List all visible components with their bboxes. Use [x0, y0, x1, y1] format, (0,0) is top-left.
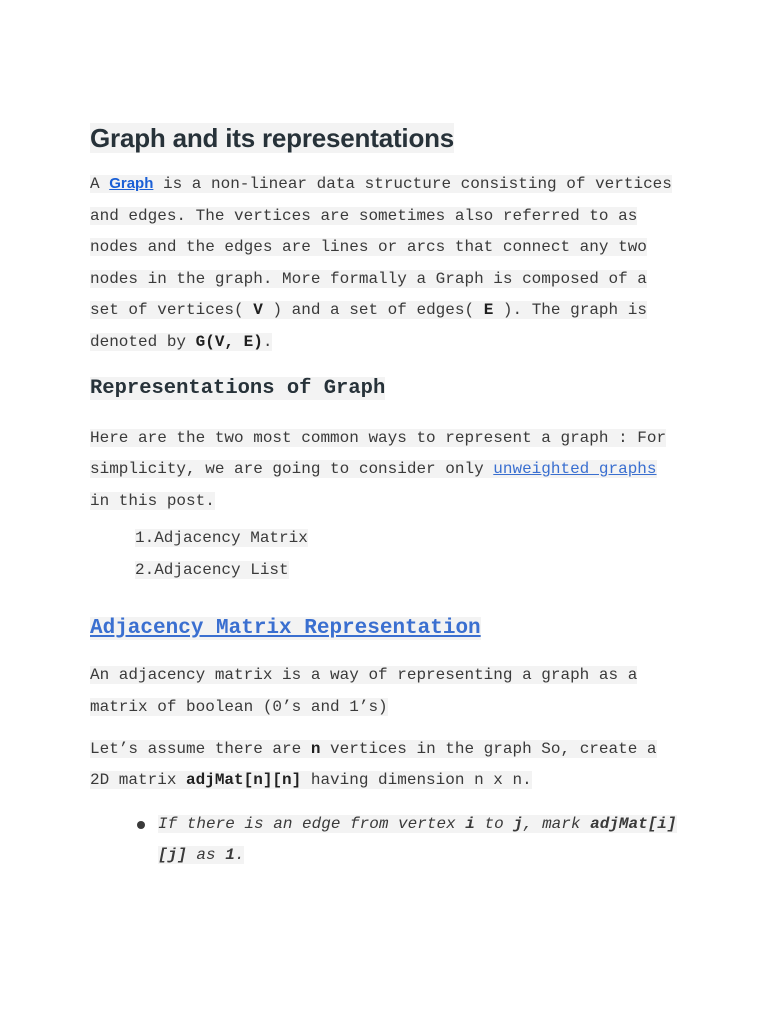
- graph-link[interactable]: Graph: [109, 175, 154, 192]
- reps-text-1: Here are the two most common ways to represent a graph : For simplicity, we are going to consider only: [90, 428, 667, 479]
- adjmat-cell: adjMat[i][j]: [158, 814, 677, 865]
- matrix-paragraph-1-text: An adjacency matrix is a way of representing a graph as a matrix of boolean (0’s and 1’s): [90, 666, 638, 716]
- n-symbol: n: [310, 739, 321, 758]
- intro-text-1: A: [90, 175, 110, 193]
- list-item-label: Adjacency List: [154, 560, 289, 579]
- representations-heading-text: Representations of Graph: [90, 376, 386, 400]
- list-item: [135, 555, 680, 587]
- intro-text-end: .: [262, 332, 273, 351]
- unweighted-graphs-link[interactable]: unweighted graphs: [493, 460, 657, 479]
- rule-text-end: .: [234, 846, 245, 865]
- vertices-symbol: V: [253, 301, 263, 320]
- reps-text-2: in this post.: [90, 491, 215, 510]
- intro-text-4: ). The graph is denoted by: [90, 301, 647, 351]
- intro-text-2: is a non-linear data structure consisting of vertices and edges. The vertices are sometimes also referred to as nodes and the edges are lines or arcs that connect any two nodes in the graph. More formally a Graph is composed of a set of vertices(: [90, 175, 672, 320]
- matrix-paragraph-2: [90, 734, 680, 797]
- j-symbol: j: [513, 814, 523, 833]
- article: [90, 118, 680, 872]
- rule-text-2: to: [474, 814, 514, 833]
- matrix-p2-text-3: having dimension n x n.: [301, 771, 532, 790]
- matrix-paragraph-1: [90, 660, 680, 723]
- list-item-label: Adjacency Matrix: [154, 529, 308, 548]
- matrix-p2-text-2: vertices in the graph So, create a 2D matrix: [90, 739, 657, 790]
- rule-text-3: , mark: [522, 814, 591, 833]
- page-title-text: Graph and its representations: [90, 123, 455, 153]
- graph-notation: G(V, E): [195, 332, 263, 351]
- i-symbol: i: [465, 814, 475, 833]
- intro-paragraph: [90, 168, 680, 359]
- page-title: [90, 118, 680, 158]
- list-item-number: 1.: [135, 529, 155, 548]
- adjmat-declaration: adjMat[n][n]: [186, 771, 302, 790]
- rule-text-4: as: [186, 846, 226, 865]
- rule-text-1: If there is an edge from vertex: [158, 814, 466, 833]
- adjacency-matrix-heading[interactable]: [90, 614, 680, 644]
- intro-text-3: ) and a set of edges(: [262, 301, 484, 320]
- representations-heading: [90, 375, 680, 403]
- representations-list: [90, 523, 680, 586]
- one-value: 1: [225, 846, 235, 865]
- list-item-number: 2.: [135, 560, 155, 579]
- matrix-p2-text-1: Let’s assume there are: [90, 739, 311, 758]
- edges-symbol: E: [483, 301, 494, 320]
- rule-item: [135, 809, 680, 872]
- representations-paragraph: [90, 423, 680, 518]
- adjacency-matrix-heading-link[interactable]: Adjacency Matrix Representation: [90, 617, 481, 641]
- list-item: [135, 523, 680, 555]
- bullet-icon: [137, 821, 145, 829]
- rules-list: [90, 809, 680, 872]
